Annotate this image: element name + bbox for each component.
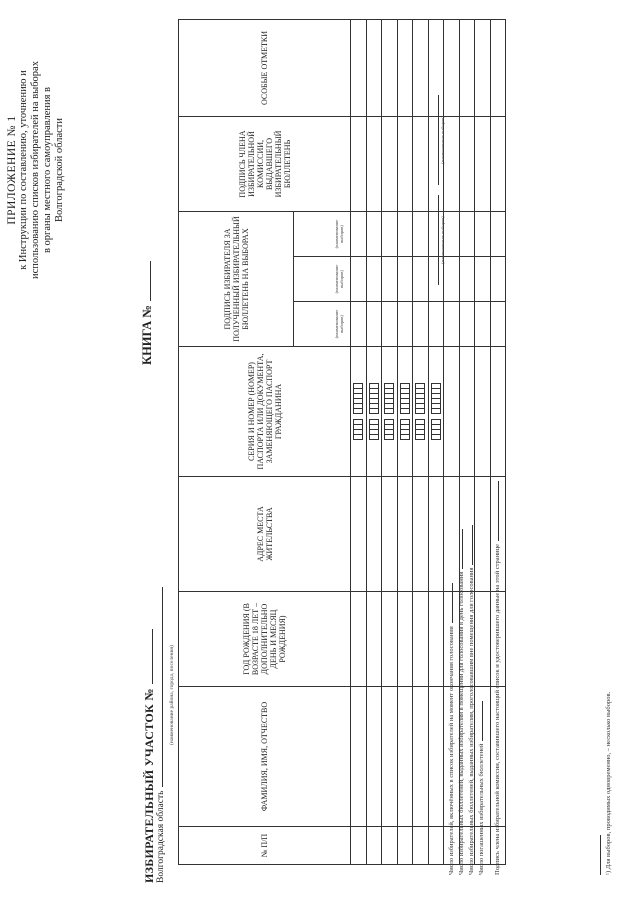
signature-caption: (наименование выборов) (440, 116, 445, 164)
region-label: Волгоградская область (156, 790, 166, 883)
region-blank (162, 587, 163, 787)
table-cell (366, 19, 382, 116)
election-name-cell: (наименование выборов) (294, 257, 351, 302)
passport-digit-boxes (369, 383, 379, 414)
signature-field (438, 195, 445, 285)
table-cell (366, 211, 382, 256)
table-cell (444, 257, 460, 302)
table-cell (444, 116, 460, 211)
table-cell (428, 477, 444, 592)
footer-line (448, 583, 455, 875)
col-header-member-signature: ПОДПИСЬ ЧЛЕНА ИЗБИРАТЕЛЬНОЙ КОМИССИИ, ВЫДАВШЕГО ИЗБИРАТЕЛЬНЫЙ БЮЛЛЕТЕНЬ (179, 116, 351, 211)
footnote: ¹) Для выборов, проводимых одновременно, – несколько выборов. (605, 691, 612, 875)
table-cell (382, 827, 398, 865)
signature-line (438, 95, 439, 185)
table-cell (366, 687, 382, 827)
passport-digit-boxes (431, 419, 441, 440)
footer-text: Число избирательных бюллетеней, выданных избирателям, проголосовавшим вне помещения для голосования (468, 567, 475, 875)
table-cell (366, 116, 382, 211)
appendix-line: использованию списков избирателей на выборах (30, 61, 41, 279)
passport-digit-boxes (400, 383, 410, 414)
voter-list-table (178, 19, 506, 865)
region-hint: (наименование района, города, поселения) (169, 645, 175, 745)
table-cell (382, 687, 398, 827)
table-cell (382, 257, 398, 302)
passport-digit-boxes (384, 383, 394, 414)
passport-boxes (413, 347, 428, 476)
district-number (142, 629, 157, 883)
passport-digit-boxes (384, 419, 394, 440)
appendix-header (6, 50, 66, 290)
table-cell (351, 687, 367, 827)
table-cell (459, 347, 475, 477)
footer-blank (472, 525, 473, 565)
election-name-cell: (наименование выборов) (294, 211, 351, 256)
table-cell (413, 19, 429, 116)
appendix-line: Волгоградской области (54, 117, 65, 223)
table-cell (397, 687, 413, 827)
table-cell (397, 302, 413, 347)
table-cell (351, 257, 367, 302)
table-cell (397, 827, 413, 865)
appendix-line: к Инструкции по составлению, уточнению и (18, 70, 29, 270)
passport-digit-boxes (431, 383, 441, 414)
table-cell (490, 347, 506, 477)
passport-digit-boxes (353, 419, 363, 440)
table-cell (490, 302, 506, 347)
table-cell (413, 302, 429, 347)
appendix-title: ПРИЛОЖЕНИЕ № 1 (6, 115, 18, 225)
signature-line (438, 195, 439, 285)
passport-digit-boxes (415, 419, 425, 440)
col-header-name: ФАМИЛИЯ, ИМЯ, ОТЧЕСТВО (179, 687, 351, 827)
table-cell (397, 257, 413, 302)
table-cell (444, 302, 460, 347)
book-label: КНИГА № (140, 305, 154, 365)
table-cell (351, 302, 367, 347)
table-cell (397, 116, 413, 211)
col-header-passport: СЕРИЯ И НОМЕР (НОМЕР) ПАСПОРТА ИЛИ ДОКУМЕНТА, ЗАМЕНЯЮЩЕГО ПАСПОРТ ГРАЖДАНИНА (179, 347, 351, 477)
col-header-voter-signature: ПОДПИСЬ ИЗБИРАТЕЛЯ ЗА ПОЛУЧЕННЫЙ ИЗБИРАТЕЛЬНЫЙ БЮЛЛЕТЕНЬ НА ВЫБОРАХ (179, 211, 294, 346)
table-cell (413, 211, 429, 256)
footer-text: Число погашенных избирательных бюллетеней (478, 743, 485, 875)
table-cell (351, 347, 367, 477)
footnote-rule (600, 835, 601, 875)
table-cell (444, 19, 460, 116)
passport-boxes (367, 347, 382, 476)
table-cell (475, 302, 491, 347)
table-cell (459, 116, 475, 211)
table-cell (366, 347, 382, 477)
district-number-blank (152, 629, 153, 684)
table-cell (475, 19, 491, 116)
table-cell (459, 211, 475, 256)
footer-text: Число избирательных бюллетеней, выданных избирателям в помещении для голосования в день голосования (458, 571, 465, 875)
table-cell (397, 592, 413, 687)
appendix-line: в органы местного самоуправления в (42, 86, 53, 254)
table-cell (428, 827, 444, 865)
footer-blank (452, 583, 453, 623)
table-row (397, 19, 413, 864)
passport-digit-boxes (415, 383, 425, 414)
table-cell (351, 477, 367, 592)
table-cell (490, 211, 506, 256)
table-cell (351, 116, 367, 211)
passport-boxes (429, 347, 444, 476)
table-cell (444, 347, 460, 477)
table-cell (413, 347, 429, 477)
table-cell (428, 592, 444, 687)
table-cell (428, 347, 444, 477)
election-name-cell: (наименование выборов) (294, 302, 351, 347)
table-cell (490, 116, 506, 211)
col-header-birth: ГОД РОЖДЕНИЯ (В ВОЗРАСТЕ 18 ЛЕТ – ДОПОЛНИТЕЛЬНО ДЕНЬ И МЕСЯЦ РОЖДЕНИЯ) (179, 592, 351, 687)
table-cell (382, 302, 398, 347)
book-number (140, 261, 155, 365)
passport-digit-boxes (369, 419, 379, 440)
table-cell (490, 257, 506, 302)
passport-boxes (382, 347, 397, 476)
table-cell (475, 211, 491, 256)
table-cell (382, 116, 398, 211)
table-cell (413, 477, 429, 592)
table-cell (366, 477, 382, 592)
table-cell (444, 211, 460, 256)
footer-line (478, 701, 485, 875)
col-header-number: № П/П (179, 827, 351, 865)
table-cell (382, 19, 398, 116)
footer-blank (482, 701, 483, 741)
table-cell (475, 116, 491, 211)
footer-blank (498, 481, 499, 541)
table-cell (351, 19, 367, 116)
table-cell (475, 347, 491, 477)
table-cell (382, 477, 398, 592)
table-cell (397, 211, 413, 256)
table-cell (366, 827, 382, 865)
table-cell (397, 477, 413, 592)
table-cell (397, 347, 413, 477)
table-row (382, 19, 398, 864)
passport-boxes (398, 347, 413, 476)
table-cell (475, 592, 491, 687)
table-cell (366, 302, 382, 347)
table-cell (397, 19, 413, 116)
footer-line (468, 525, 475, 875)
district-label: ИЗБИРАТЕЛЬНЫЙ УЧАСТОК № (142, 688, 156, 883)
passport-boxes (351, 347, 366, 476)
signature-field (438, 95, 445, 185)
table-cell (490, 19, 506, 116)
table-cell (382, 347, 398, 477)
table-cell (382, 211, 398, 256)
table-cell (459, 19, 475, 116)
footer-line (494, 481, 501, 875)
footer-text: Число избирателей, включённых в список избирателей на момент окончания голосования (448, 626, 455, 875)
table-cell (459, 257, 475, 302)
region-line (156, 587, 166, 883)
footer-line (458, 529, 465, 875)
table-cell (382, 592, 398, 687)
table-cell (475, 257, 491, 302)
table-cell (413, 257, 429, 302)
table-cell (413, 116, 429, 211)
table-cell (351, 827, 367, 865)
table-cell (428, 302, 444, 347)
table-row (351, 19, 367, 864)
table-cell (428, 687, 444, 827)
table-cell (366, 592, 382, 687)
table-cell (366, 257, 382, 302)
table-row (413, 19, 429, 864)
footer-blank (462, 529, 463, 569)
book-number-blank (150, 261, 151, 301)
col-header-notes: ОСОБЫЕ ОТМЕТКИ (179, 19, 351, 116)
table-cell (351, 211, 367, 256)
table-cell (475, 477, 491, 592)
table-cell (444, 477, 460, 592)
footer-text: Подпись члена избирательной комиссии, составившего настоящий список и удостоверившего данные на этой странице (494, 543, 501, 875)
table-cell (413, 592, 429, 687)
table-cell (459, 302, 475, 347)
passport-digit-boxes (353, 383, 363, 414)
table-row (366, 19, 382, 864)
table-cell (413, 687, 429, 827)
table-cell (351, 592, 367, 687)
col-header-address: АДРЕС МЕСТА ЖИТЕЛЬСТВА (179, 477, 351, 592)
signature-caption: (наименование выборов) (440, 216, 445, 264)
table-cell (413, 827, 429, 865)
passport-digit-boxes (400, 419, 410, 440)
